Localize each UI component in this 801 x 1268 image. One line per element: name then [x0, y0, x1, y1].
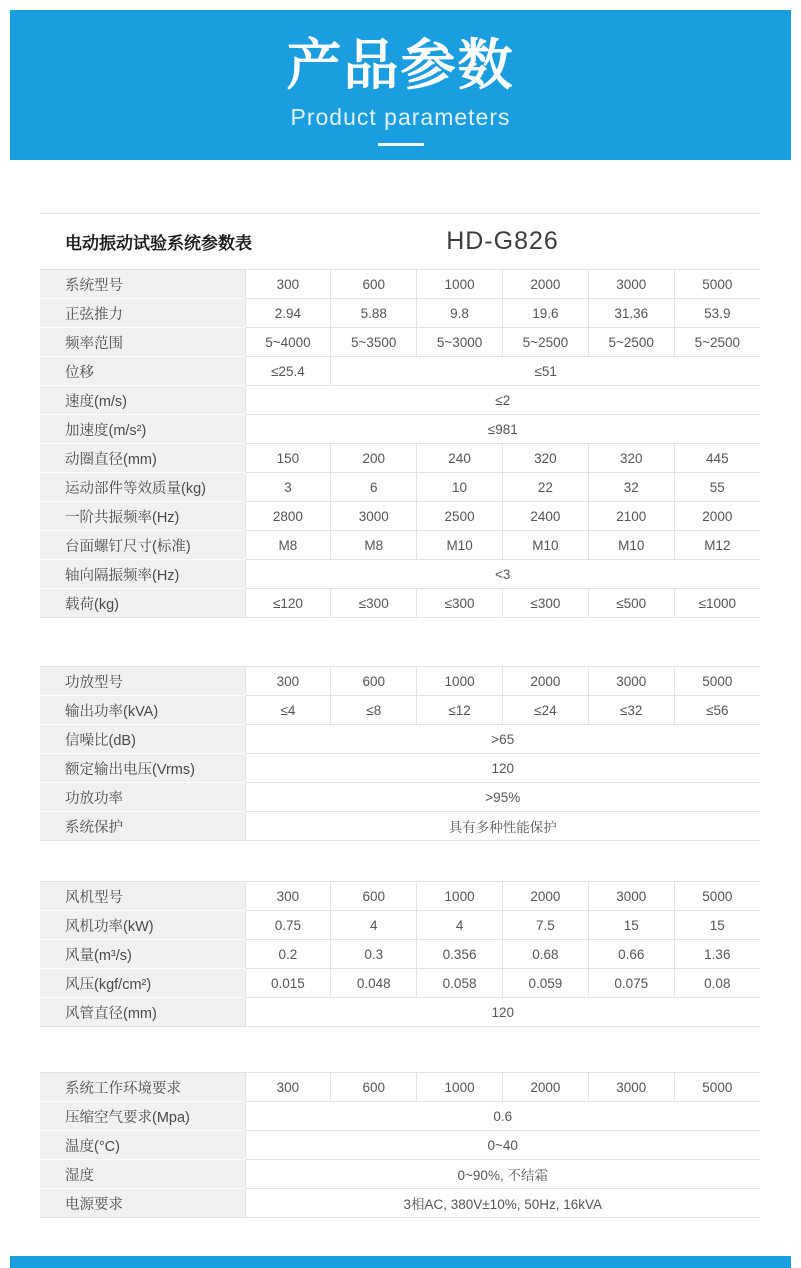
cell-value: 0.75: [245, 911, 331, 940]
row-label: 加速度(m/s²): [40, 415, 245, 444]
cell-value: 0.08: [674, 969, 760, 998]
row-label: 一阶共振频率(Hz): [40, 502, 245, 531]
table-row: [40, 911, 760, 940]
table-row: [40, 328, 760, 357]
cell-value: M8: [245, 531, 331, 560]
cell-value: 3000: [588, 1073, 674, 1102]
table-row: [40, 502, 760, 531]
cell-value: 0.356: [417, 940, 503, 969]
table-row: [40, 270, 760, 299]
model-number: HD-G826: [446, 227, 559, 255]
row-label: 动圈直径(mm): [40, 444, 245, 473]
table-row: [40, 415, 760, 444]
cell-value: 5000: [674, 667, 760, 696]
cell-value: 0.6: [245, 1102, 760, 1131]
cell-value: 1000: [417, 882, 503, 911]
cell-value: ≤300: [417, 589, 503, 618]
cell-value: 15: [674, 911, 760, 940]
table-row: [40, 1073, 760, 1102]
cell-value: 320: [502, 444, 588, 473]
cell-value: 320: [588, 444, 674, 473]
cell-value: 2000: [502, 270, 588, 299]
cell-value: 300: [245, 270, 331, 299]
cell-value: 0.015: [245, 969, 331, 998]
cell-value: 3相AC, 380V±10%, 50Hz, 16kVA: [245, 1189, 760, 1218]
table-row: [40, 1102, 760, 1131]
cell-value: ≤2: [245, 386, 760, 415]
table-row: [40, 386, 760, 415]
row-label: 信噪比(dB): [40, 725, 245, 754]
blower-parameters-table: [40, 881, 760, 1027]
table-row: [40, 783, 760, 812]
table-row: [40, 969, 760, 998]
cell-value: ≤25.4: [245, 357, 331, 386]
table-header: [40, 213, 760, 269]
table-row: [40, 560, 760, 589]
table-row: [40, 812, 760, 841]
cell-value: M10: [417, 531, 503, 560]
cell-value: 5000: [674, 270, 760, 299]
cell-value: 2100: [588, 502, 674, 531]
cell-value: 2000: [502, 882, 588, 911]
row-label: 风机功率(kW): [40, 911, 245, 940]
table-row: [40, 473, 760, 502]
cell-value: 4: [417, 911, 503, 940]
row-label: 系统型号: [40, 270, 245, 299]
row-label: 压缩空气要求(Mpa): [40, 1102, 245, 1131]
system-parameters-table: [40, 269, 760, 618]
row-label: 轴向隔振频率(Hz): [40, 560, 245, 589]
cell-value: 55: [674, 473, 760, 502]
cell-value: ≤51: [331, 357, 760, 386]
cell-value: 300: [245, 1073, 331, 1102]
cell-value: 120: [245, 998, 760, 1027]
cell-value: 3000: [331, 502, 417, 531]
cell-value: ≤300: [331, 589, 417, 618]
cell-value: 600: [331, 1073, 417, 1102]
cell-value: 3: [245, 473, 331, 502]
cell-value: 300: [245, 882, 331, 911]
cell-value: 3000: [588, 667, 674, 696]
row-label: 输出功率(kVA): [40, 696, 245, 725]
cell-value: ≤4: [245, 696, 331, 725]
table-row: [40, 696, 760, 725]
cell-value: M8: [331, 531, 417, 560]
cell-value: 5~2500: [588, 328, 674, 357]
cell-value: 2000: [502, 667, 588, 696]
table-row: [40, 299, 760, 328]
cell-value: M12: [674, 531, 760, 560]
table-row: [40, 998, 760, 1027]
environment-parameters-table: [40, 1072, 760, 1218]
cell-value: 0.3: [331, 940, 417, 969]
row-label: 温度(°C): [40, 1131, 245, 1160]
row-label: 风机型号: [40, 882, 245, 911]
cell-value: 2000: [502, 1073, 588, 1102]
row-label: 风压(kgf/cm²): [40, 969, 245, 998]
row-label: 运动部件等效质量(kg): [40, 473, 245, 502]
row-label: 风管直径(mm): [40, 998, 245, 1027]
product-parameters-banner: [10, 10, 791, 160]
row-label: 系统保护: [40, 812, 245, 841]
cell-value: ≤981: [245, 415, 760, 444]
cell-value: 0.059: [502, 969, 588, 998]
cell-value: 1000: [417, 667, 503, 696]
banner-subtitle: Product parameters: [290, 104, 511, 130]
table-row: [40, 754, 760, 783]
cell-value: M10: [588, 531, 674, 560]
cell-value: 15: [588, 911, 674, 940]
cell-value: 0.66: [588, 940, 674, 969]
next-section-blue-strip: [10, 1256, 791, 1268]
cell-value: 1.36: [674, 940, 760, 969]
cell-value: 240: [417, 444, 503, 473]
table-row: [40, 667, 760, 696]
cell-value: 5000: [674, 1073, 760, 1102]
cell-value: 0.68: [502, 940, 588, 969]
spec-table-system: [40, 213, 760, 618]
table-row: [40, 882, 760, 911]
cell-value: 600: [331, 667, 417, 696]
table-row: [40, 940, 760, 969]
cell-value: ≤12: [417, 696, 503, 725]
table-row: [40, 1131, 760, 1160]
cell-value: 0.058: [417, 969, 503, 998]
cell-value: 3000: [588, 270, 674, 299]
cell-value: 5~2500: [502, 328, 588, 357]
cell-value: 53.9: [674, 299, 760, 328]
cell-value: 5~3500: [331, 328, 417, 357]
table-row: [40, 1189, 760, 1218]
cell-value: 7.5: [502, 911, 588, 940]
spec-tables-area: [40, 213, 760, 1218]
cell-value: >65: [245, 725, 760, 754]
cell-value: 0.2: [245, 940, 331, 969]
cell-value: 1000: [417, 270, 503, 299]
cell-value: 2000: [674, 502, 760, 531]
row-label: 位移: [40, 357, 245, 386]
banner-underline-decoration: [378, 143, 424, 146]
cell-value: 5~3000: [417, 328, 503, 357]
cell-value: 120: [245, 754, 760, 783]
table-row: [40, 1160, 760, 1189]
cell-value: 5~2500: [674, 328, 760, 357]
cell-value: 4: [331, 911, 417, 940]
row-label: 湿度: [40, 1160, 245, 1189]
cell-value: ≤24: [502, 696, 588, 725]
row-label: 速度(m/s): [40, 386, 245, 415]
cell-value: 0~90%, 不结霜: [245, 1160, 760, 1189]
cell-value: ≤8: [331, 696, 417, 725]
cell-value: 具有多种性能保护: [245, 812, 760, 841]
cell-value: 5.88: [331, 299, 417, 328]
row-label: 电源要求: [40, 1189, 245, 1218]
cell-value: 445: [674, 444, 760, 473]
cell-value: 200: [331, 444, 417, 473]
cell-value: ≤32: [588, 696, 674, 725]
spec-table-blower: [40, 881, 760, 1027]
amplifier-parameters-table: [40, 666, 760, 841]
cell-value: 9.8: [417, 299, 503, 328]
cell-value: 19.6: [502, 299, 588, 328]
cell-value: 1000: [417, 1073, 503, 1102]
cell-value: 5000: [674, 882, 760, 911]
cell-value: 2400: [502, 502, 588, 531]
cell-value: 600: [331, 882, 417, 911]
cell-value: 0.075: [588, 969, 674, 998]
row-label: 台面螺钉尺寸(标准): [40, 531, 245, 560]
cell-value: <3: [245, 560, 760, 589]
row-label: 载荷(kg): [40, 589, 245, 618]
table-row: [40, 357, 760, 386]
cell-value: >95%: [245, 783, 760, 812]
cell-value: 150: [245, 444, 331, 473]
cell-value: ≤56: [674, 696, 760, 725]
cell-value: ≤300: [502, 589, 588, 618]
cell-value: 3000: [588, 882, 674, 911]
cell-value: ≤120: [245, 589, 331, 618]
row-label: 系统工作环境要求: [40, 1073, 245, 1102]
row-label: 频率范围: [40, 328, 245, 357]
cell-value: ≤1000: [674, 589, 760, 618]
row-label: 功放型号: [40, 667, 245, 696]
cell-value: 10: [417, 473, 503, 502]
row-label: 功放功率: [40, 783, 245, 812]
spec-table-amplifier: [40, 666, 760, 841]
row-label: 正弦推力: [40, 299, 245, 328]
cell-value: M10: [502, 531, 588, 560]
cell-value: 31.36: [588, 299, 674, 328]
banner-title: 产品参数: [286, 34, 515, 96]
cell-value: 0.048: [331, 969, 417, 998]
cell-value: 600: [331, 270, 417, 299]
table-title: 电动振动试验系统参数表: [65, 234, 252, 253]
table-row: [40, 531, 760, 560]
table-row: [40, 589, 760, 618]
row-label: 风量(m³/s): [40, 940, 245, 969]
cell-value: 6: [331, 473, 417, 502]
cell-value: 2800: [245, 502, 331, 531]
cell-value: 0~40: [245, 1131, 760, 1160]
cell-value: 32: [588, 473, 674, 502]
row-label: 额定输出电压(Vrms): [40, 754, 245, 783]
spec-table-environment: [40, 1072, 760, 1218]
cell-value: 300: [245, 667, 331, 696]
cell-value: 2500: [417, 502, 503, 531]
table-row: [40, 725, 760, 754]
cell-value: 5~4000: [245, 328, 331, 357]
cell-value: ≤500: [588, 589, 674, 618]
cell-value: 2.94: [245, 299, 331, 328]
table-row: [40, 444, 760, 473]
cell-value: 22: [502, 473, 588, 502]
